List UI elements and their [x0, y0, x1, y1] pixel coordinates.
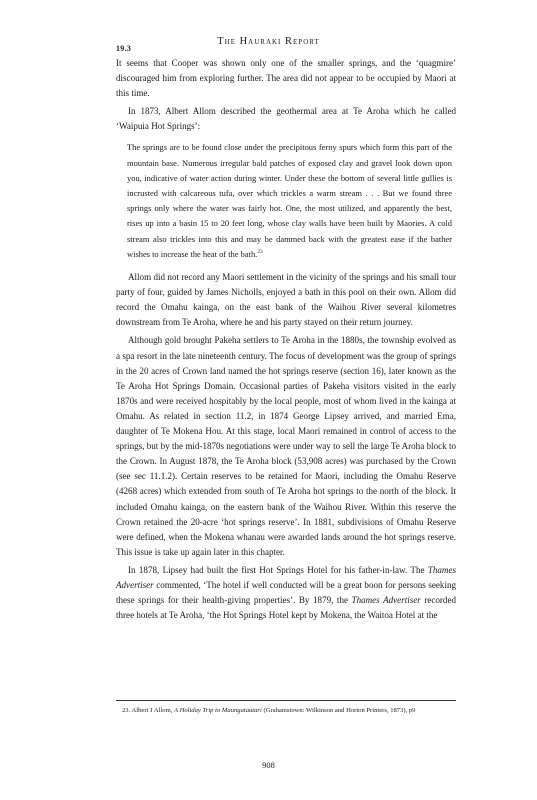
body-text: [116, 56, 456, 623]
paragraph-5: [116, 563, 456, 623]
p5-part-b: commented, ‘The hotel if well conducted will be a great boon for persons seeking these springs for their health-giving properties’. By 1879, the: [116, 579, 456, 606]
block-quote: [127, 140, 452, 262]
p5-newspaper-2: Thames Advertiser: [351, 595, 421, 606]
p5-part-c: recorded three hotels at Te Aroha, ‘the Hot Springs Hotel kept by Mokena, the Waitoa Hotel at the: [116, 595, 456, 621]
footnote-23: [122, 706, 462, 716]
running-title: The Hauraki Report: [217, 36, 320, 47]
footnote-author: Albert J Allom,: [130, 707, 175, 714]
block-quote-text: The springs are to be found close under the precipitous ferny spurs which form this part of the mountain base. Numerous irregular bald patches of exposed clay and gravel look down upon you, indicative of water action during winter. Under these the bottom of several little gullies is incrusted with calcareous tufa, over which trickles a warm stream . . . But we found three springs only where the water was fairly hot. One, the most utilized, and apparently the best, rises up into a basin 15 to 20 feet long, whose clay walls have been built by Maories. A cold stream also trickles into this and may be dammed back with the greatest ease if the bather wishes to increase the heat of the bath.: [127, 142, 452, 259]
paragraph-4: Although gold brought Pakeha settlers to Te Aroha in the 1880s, the township evolved as a spa resort in the late nineteenth century. The focus of development was the group of springs in the 20 acres of Crown land named the hot springs reserve (section 16), later known as the Te Aroha Hot Springs Domain. Occasional parties of Pakeha visitors visited in the early 1870s and were received hospitably by the local people, most of whom lived in the kainga at Omahu. As related in section 11.2, in 1874 George Lipsey arrived, and married Ema, daughter of Te Mokena Hou. At this stage, local Maori remained in control of access to the springs, but by the mid-1870s negotiations were under way to sell the large Te Aroha block to the Crown. In August 1878, the Te Aroha block (53,908 acres) was purchased by the Crown (see sec 11.1.2). Certain reserves to be retained for Maori, including the Omahu Reserve (4268 acres) which extended from south of Te Aroha hot springs to the north of the block. It included Omahu kainga, on the eastern bank of the Waihou River. Within this reserve the Crown retained the 20-acre ‘hot springs reserve’. In 1881, subdivisions of Omahu Reserve were defined, when the Mokena whanau were awarded lands around the hot springs reserve. This issue is take up again later in this chapter.: [116, 335, 456, 557]
p5-newspaper-1: Thames Advertiser: [116, 564, 456, 590]
page-number: 908: [262, 760, 275, 770]
p5-part-a: In 1878, Lipsey had built the first Hot Springs Hotel for his father-in-law. The: [128, 564, 428, 575]
footnote-title: A Holiday Trip to Maungatautari: [174, 707, 262, 714]
paragraph-3: Allom did not record any Maori settlement in the vicinity of the springs and his small tour party of four, guided by James Nicholls, enjoyed a bath in this pool on their own. Allom did record the Omahu kainga, on the east bank of the Waihou River several kilometres downstream from Te Aroha, where he and his party stayed on their return journey.: [116, 272, 456, 328]
footnote-number: 23.: [122, 707, 131, 714]
paragraph-1: It seems that Cooper was shown only one of the smaller springs, and the ‘quagmire’ discouraged him from exploring further. The area did not appear to be occupied by Maori at this time.: [116, 58, 456, 99]
paragraph-2: In 1873, Albert Allom described the geothermal area at Te Aroha which he called ‘Waipuia Hot Springs’:: [116, 106, 456, 132]
footnote-ref-23[interactable]: 23: [257, 248, 263, 255]
footnote-rule: [116, 700, 456, 701]
footnote-publication: (Grahamstown: Wilkinson and Horton Printers, 1873), p9: [261, 707, 416, 714]
section-number: 19.3: [116, 44, 132, 53]
